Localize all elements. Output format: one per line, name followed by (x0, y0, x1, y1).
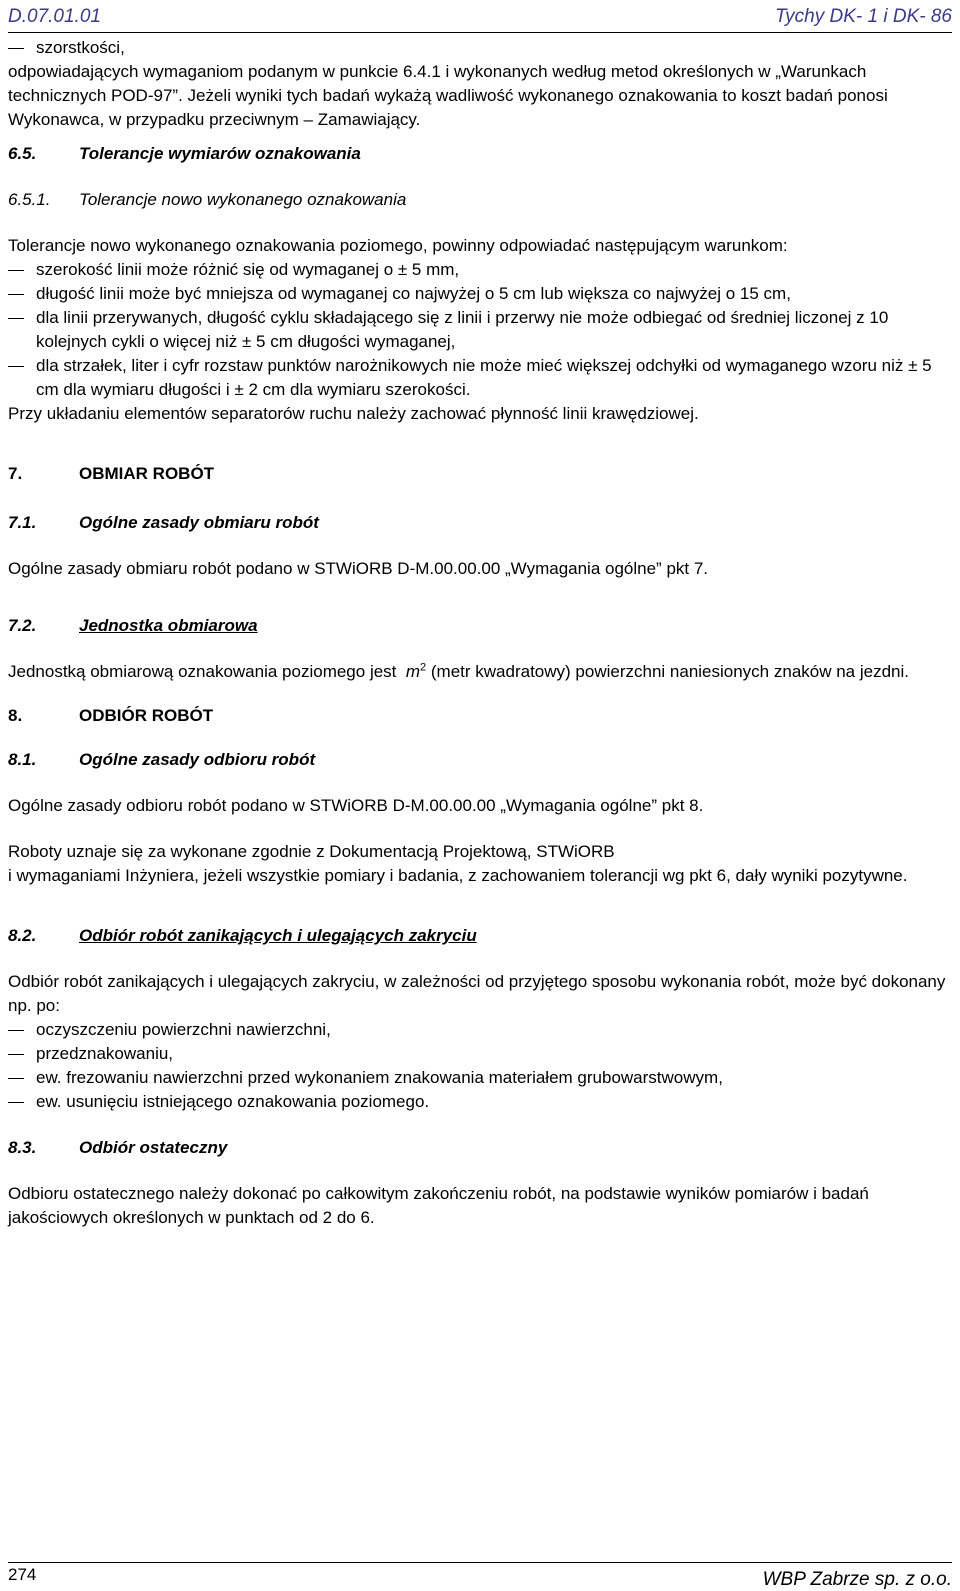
project-name: Tychy DK- 1 i DK- 86 (774, 6, 952, 27)
company-name: WBP Zabrze sp. z o.o. (762, 1569, 952, 1590)
doc-code: D.07.01.01 (8, 6, 101, 27)
list-item: ew. usunięciu istniejącego oznakowania poziomego. (8, 1090, 953, 1114)
section-heading: 8. ODBIÓR ROBÓT (8, 706, 214, 725)
list-item: dla linii przerywanych, długość cyklu składającego się z linii i przerwy nie może odbiegać od średniej liczonej z 10 kolejnych cykli o więcej niż ± 5 cm długości wymaganej, (8, 306, 953, 354)
paragraph: i wymaganiami Inżyniera, jeżeli wszystkie pomiary i badania, z zachowaniem tolerancji wg pkt 6, dały wyniki pozytywne. (8, 866, 908, 885)
subsection-heading: 7.2. Jednostka obmiarowa (8, 616, 258, 635)
list-item: długość linii może być mniejsza od wymaganej co najwyżej o 5 cm lub większa co najwyżej o 15 cm, (8, 282, 953, 306)
paragraph: Ogólne zasady odbioru robót podano w STWiORB D-M.00.00.00 „Wymagania ogólne” pkt 8. (8, 796, 704, 815)
list-item: szorstkości, (8, 36, 953, 60)
subsection-heading: 8.2. Odbiór robót zanikających i ulegających zakryciu (8, 926, 477, 945)
list-item: ew. frezowaniu nawierzchni przed wykonaniem znakowania materiałem grubowarstwowym, (8, 1066, 953, 1090)
list-item: dla strzałek, liter i cyfr rozstaw punktów narożnikowych nie może mieć większej odchyłki od wymaganego wzoru niż ± 5 cm dla wymiaru długości i ± 2 cm dla wymiaru szerokości. (8, 354, 953, 402)
paragraph: Ogólne zasady obmiaru robót podano w STWiORB D-M.00.00.00 „Wymagania ogólne” pkt 7. (8, 559, 709, 578)
subsection-heading: 7.1. Ogólne zasady obmiaru robót (8, 513, 319, 532)
page-header (8, 6, 952, 33)
section-heading: 7. OBMIAR ROBÓT (8, 464, 215, 483)
subsection-heading: 6.5.1. Tolerancje nowo wykonanego oznakowania (8, 190, 407, 209)
paragraph: Przy układaniu elementów separatorów ruchu należy zachować płynność linii krawędziowej. (8, 404, 699, 423)
page-number: 274 (8, 1565, 37, 1584)
list-item: przedznakowaniu, (8, 1042, 953, 1066)
page-footer (8, 1562, 952, 1591)
paragraph: odpowiadających wymaganiom podanym w punkcie 6.4.1 i wykonanych według metod określonych w „Warunkach technicznych POD-97”. Jeżeli wyniki tych badań wykażą wadliwość wykonanego oznakowania to koszt badań ponosi Wykonawca, w przypadku przeciwnym – Zamawiający. (8, 62, 888, 129)
paragraph: Tolerancje nowo wykonanego oznakowania poziomego, powinny odpowiadać następującym warunkom: (8, 236, 788, 255)
list-item: oczyszczeniu powierzchni nawierzchni, (8, 1018, 953, 1042)
paragraph: Odbioru ostatecznego należy dokonać po całkowitym zakończeniu robót, na podstawie wyników pomiarów i badań jakościowych określonych w punktach od 2 do 6. (8, 1184, 869, 1227)
paragraph: Jednostką obmiarową oznakowania poziomego jest $m^2$ (metr kwadratowy) powierzchni naniesionych znaków na jezdni. (8, 661, 909, 681)
subsection-heading: 8.1. Ogólne zasady odbioru robót (8, 750, 316, 769)
list-item: szerokość linii może różnić się od wymaganej o ± 5 mm, (8, 258, 953, 282)
subsection-heading: 8.3. Odbiór ostateczny (8, 1138, 228, 1157)
section-heading: 6.5. Tolerancje wymiarów oznakowania (8, 144, 361, 163)
document-body (8, 36, 953, 1230)
paragraph: Odbiór robót zanikających i ulegających zakryciu, w zależności od przyjętego sposobu wykonania robót, może być dokonany np. po: (8, 972, 946, 1015)
paragraph: Roboty uznaje się za wykonane zgodnie z Dokumentacją Projektową, STWiORB (8, 842, 615, 861)
